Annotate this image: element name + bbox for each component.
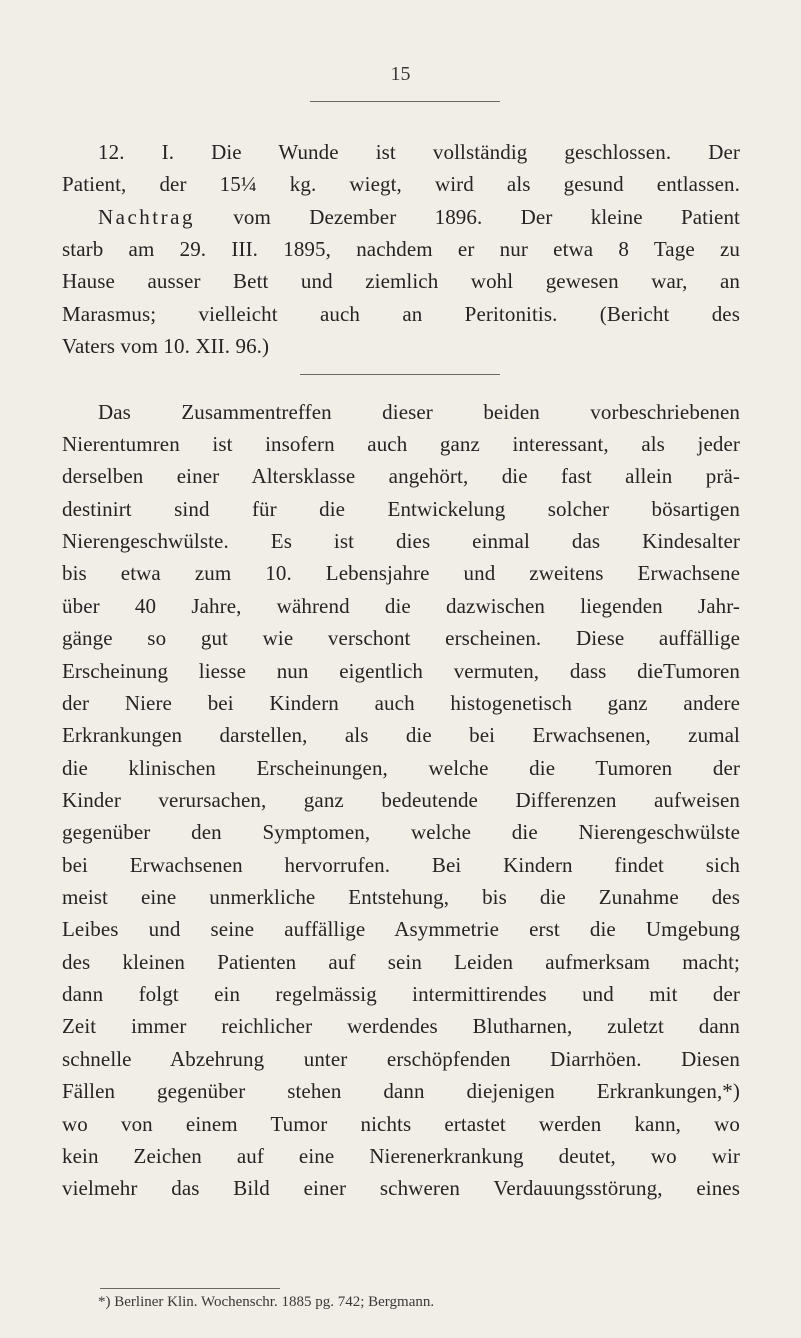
text-line: Marasmus; vielleicht auch an Peritonitis. (Bericht des xyxy=(62,301,740,326)
text-line: Das Zusammentreffen dieser beiden vorbeschriebenen xyxy=(98,399,740,424)
text-line: bei Erwachsenen hervorrufen. Bei Kindern findet sich xyxy=(62,852,740,877)
text-line: starb am 29. III. 1895, nachdem er nur etwa 8 Tage zu xyxy=(62,236,740,261)
text-line: schnelle Abzehrung unter erschöpfenden Diarrhöen. Diesen xyxy=(62,1046,740,1071)
text-line: über 40 Jahre, während die dazwischen liegenden Jahr- xyxy=(62,593,740,618)
text-line: der Niere bei Kindern auch histogenetisch ganz andere xyxy=(62,690,740,715)
text-line: dann folgt ein regelmässig intermittirendes und mit der xyxy=(62,982,740,1007)
text-line: Patient, der 15¼ kg. wiegt, wird als gesund entlassen. xyxy=(62,172,740,197)
text-line: Erkrankungen darstellen, als die bei Erwachsenen, zumal xyxy=(62,723,740,748)
text-line: 12. I. Die Wunde ist vollständig geschlossen. Der xyxy=(98,139,740,164)
text-line: Nierengeschwülste. Es ist dies einmal das Kindesalter xyxy=(62,529,740,554)
text-line: Erscheinung liesse nun eigentlich vermuten, dass dieTumoren xyxy=(62,658,740,683)
section-rule xyxy=(300,374,500,375)
text-line: kein Zeichen auf eine Nierenerkrankung deutet, wo wir xyxy=(62,1143,740,1168)
text-line: gegenüber den Symptomen, welche die Nierengeschwülste xyxy=(62,820,740,845)
text-line: gänge so gut wie verschont erscheinen. Diese auffällige xyxy=(62,626,740,651)
text-line: Kinder verursachen, ganz bedeutende Differenzen aufweisen xyxy=(62,787,740,812)
text-line: Vaters vom 10. XII. 96.) xyxy=(62,334,270,359)
footnote: *) Berliner Klin. Wochenschr. 1885 pg. 742; Bergmann. xyxy=(98,1294,435,1311)
text-line: die klinischen Erscheinungen, welche die Tumoren der xyxy=(62,755,740,780)
text-line: meist eine unmerkliche Entstehung, bis die Zunahme des xyxy=(62,885,740,909)
text-line: Hause ausser Bett und ziemlich wohl gewesen war, an xyxy=(62,269,740,294)
text-fragment: vom Dezember 1896. Der kleine Patient xyxy=(233,204,740,229)
text-line: destinirt sind für die Entwickelung solcher bösartigen xyxy=(62,496,740,521)
page-number: 15 xyxy=(390,62,411,85)
text-line: Zeit immer reichlicher werdendes Blutharnen, zuletzt dann xyxy=(62,1014,740,1039)
text-line: vielmehr das Bild einer schweren Verdauungsstörung, eines xyxy=(62,1176,740,1201)
text-line: des kleinen Patienten auf sein Leiden aufmerksam macht; xyxy=(62,949,740,974)
footnote-rule xyxy=(100,1288,280,1289)
text-line: Nierentumren ist insofern auch ganz interessant, als jeder xyxy=(62,432,740,456)
text-line: wo von einem Tumor nichts ertastet werden kann, wo xyxy=(62,1111,740,1136)
text-line: Fällen gegenüber stehen dann diejenigen Erkrankungen,*) xyxy=(62,1079,740,1104)
text-line: Leibes und seine auffällige Asymmetrie erst die Umgebung xyxy=(62,917,740,942)
text-line xyxy=(98,205,740,230)
header-rule xyxy=(310,101,500,102)
nachtrag-label: Nachtrag xyxy=(98,204,195,229)
text-line: bis etwa zum 10. Lebensjahre und zweitens Erwachsene xyxy=(62,561,740,586)
text-line: derselben einer Altersklasse angehört, die fast allein prä- xyxy=(62,464,740,489)
